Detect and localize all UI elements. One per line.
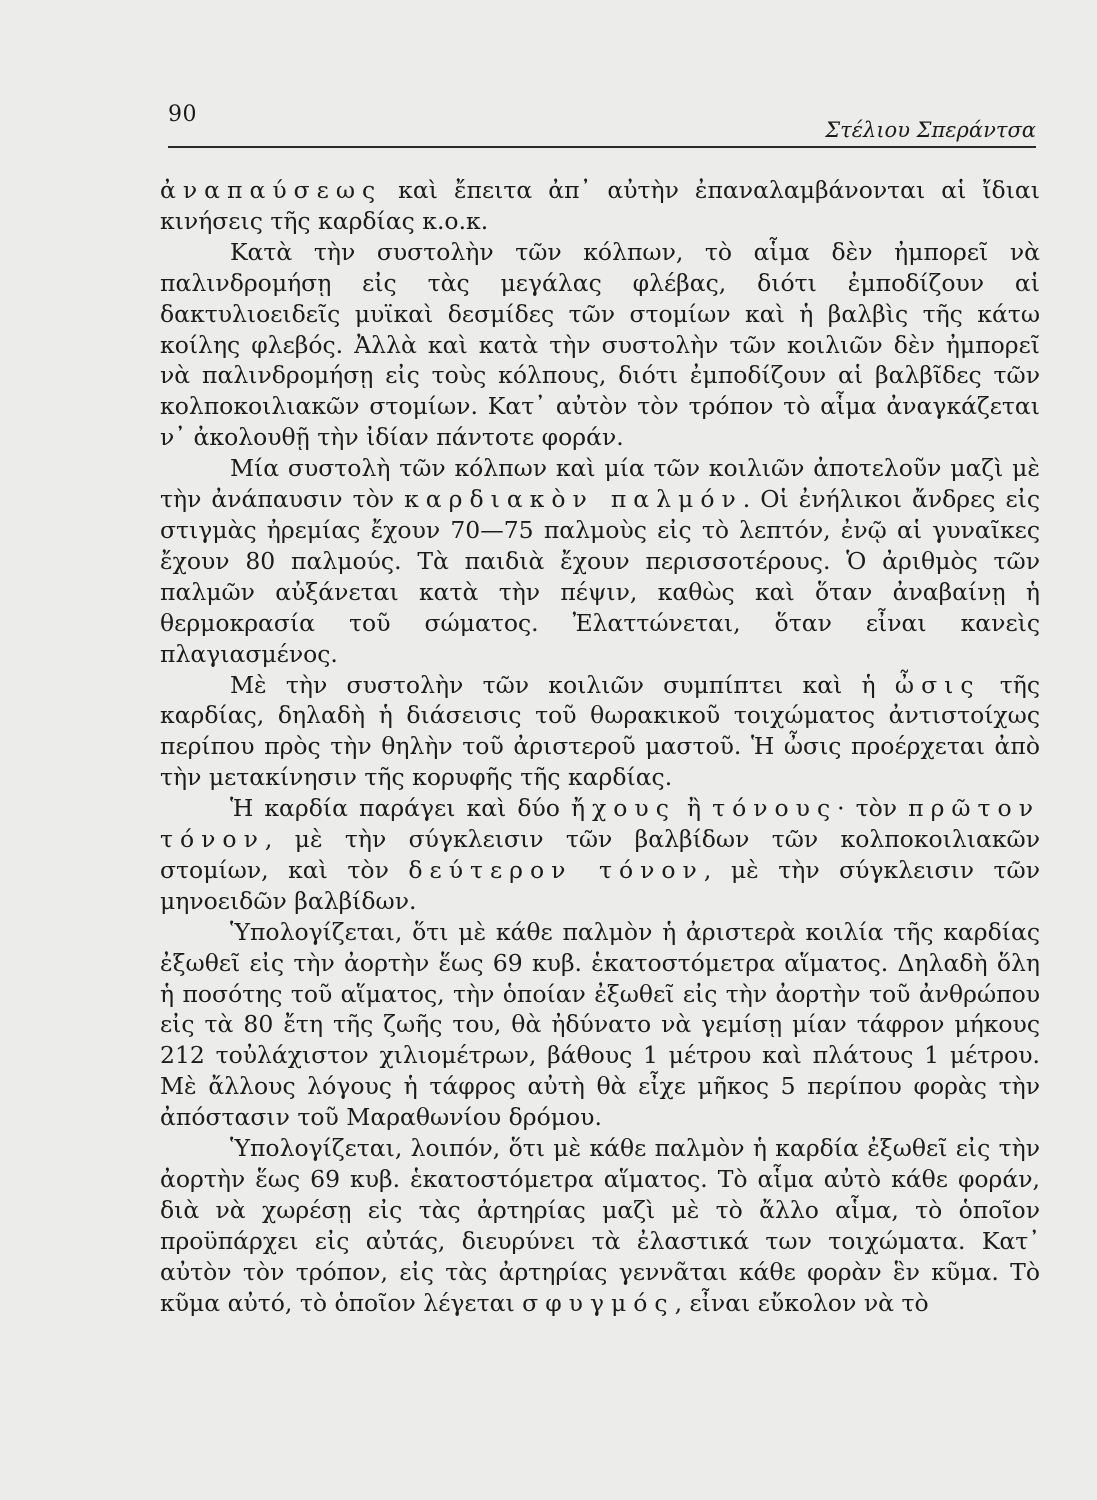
running-head: Στέλιου Σπεράντσα	[825, 118, 1036, 142]
spaced-term-tonous: τόνους	[712, 794, 838, 823]
paragraph-3	[160, 453, 1040, 669]
body-text	[160, 175, 1040, 1485]
paragraph-2	[160, 237, 1040, 453]
paragraph-text: , εἶναι εὔκολον νὰ τὸ	[674, 1288, 929, 1317]
paragraph-text: τῆς καρδίας, δηλαδὴ ἡ διάσεισις τοῦ θωρακικοῦ τοιχώματος ἀντιστοίχως περίπου πρὸς τὴν θηλὴν τοῦ ἀριστεροῦ μαστοῦ. Ἡ ὦσις προέρχεται ἀπὸ τὴν μετακίνησιν τῆς κορυφῆς τῆς καρδίας.	[160, 670, 1040, 792]
spaced-term-osis: ὦσις	[894, 670, 981, 699]
page-number: 90	[168, 102, 197, 127]
paragraph-text: Μὲ τὴν συστολὴν τῶν κοιλιῶν συμπίπτει καὶ ἡ	[230, 670, 895, 699]
paragraph-text: Ὑπολογίζεται, λοιπόν, ὅτι μὲ κάθε παλμὸν ἡ καρδία ἐξωθεῖ εἰς τὴν ἀορτὴν ἕως 69 κυβ. ἑκατοστόμετρα αἵματος. Τὸ αἷμα αὐτὸ κάθε φοράν, διὰ νὰ χωρέσῃ εἰς τὰς ἀρτηρίας μαζὶ μὲ τὸ ἄλλο αἷμα, τὸ ὁποῖον προϋπάρχει εἰς αὐτάς, διευρύνει τὰ ἐλαστικά των τοιχώματα. Κατ᾽ αὐτὸν τὸν τρόπον, εἰς τὰς ἀρτηρίας γεννᾶται κάθε φορὰν ἓν κῦμα. Τὸ κῦμα αὐτό, τὸ ὁποῖον λέγεται	[160, 1134, 1040, 1317]
spaced-term-palmos: καρδιακὸν παλμόν	[404, 485, 743, 514]
page-header	[168, 96, 1036, 146]
paragraph-text: Μία συστολὴ τῶν κόλπων καὶ μία τῶν κοιλιῶν ἀποτελοῦν μαζὶ μὲ τὴν ἀνάπαυσιν τὸν	[160, 454, 1040, 514]
paragraph-text: ἢ	[675, 794, 713, 823]
paragraph-1	[160, 175, 1040, 237]
paragraph-text: · τὸν	[837, 794, 909, 823]
paragraph-4	[160, 670, 1040, 794]
header-rule	[168, 146, 1036, 148]
paragraph-7	[160, 1133, 1040, 1318]
paragraph-5	[160, 793, 1040, 917]
paragraph-text: Κατὰ τὴν συστολὴν τῶν κόλπων, τὸ αἷμα δὲν ἠμπορεῖ νὰ παλινδρομήσῃ εἰς τὰς μεγάλας φλέβας, διότι ἐμποδίζουν αἱ δακτυλιοειδεῖς μυϊκαὶ δεσμίδες τῶν στομίων καὶ ἡ βαλβὶς τῆς κάτω κοίλης φλεβός. Ἀλλὰ καὶ κατὰ τὴν συστολὴν τῶν κοιλιῶν δὲν ἠμπορεῖ νὰ παλινδρομήσῃ εἰς τοὺς κόλπους, διότι ἐμποδίζουν αἱ βαλβῖδες τῶν κολποκοιλιακῶν στομίων. Κατ᾽ αὐτὸν τὸν τρόπον τὸ αἷμα ἀναγκάζεται ν᾽ ἀκολουθῇ τὴν ἰδίαν πάντοτε φοράν.	[160, 237, 1040, 452]
paragraph-text: Ὑπολογίζεται, ὅτι μὲ κάθε παλμὸν ἡ ἀριστερὰ κοιλία τῆς καρδίας ἐξωθεῖ εἰς τὴν ἀορτὴν ἕως 69 κυβ. ἑκατοστόμετρα αἵματος. Δηλαδὴ ὅλη ἡ ποσότης τοῦ αἵματος, τὴν ὁποίαν ἐξωθεῖ εἰς τὴν ἀορτὴν τοῦ ἀνθρώπου εἰς τὰ 80 ἔτη τῆς ζωῆς του, θὰ ἠδύνατο νὰ γεμίσῃ μίαν τάφρον μήκους 212 τοὐλάχιστον χιλιομέτρων, βάθους 1 μέτρου καὶ πλάτους 1 μέτρου. Μὲ ἄλλους λόγους ἡ τάφρος αὐτὴ θὰ εἶχε μῆκος 5 περίπου φορὰς τὴν ἀπόστασιν τοῦ Μαραθωνίου δρόμου.	[160, 917, 1040, 1132]
paragraph-text: , μὲ τὴν σύγκλεισιν τῶν μηνοειδῶν βαλβίδων.	[160, 855, 1040, 915]
paragraph-6	[160, 917, 1040, 1133]
spaced-term-ichous: ἤχους	[570, 794, 676, 823]
paragraph-text: Ἡ καρδία παράγει καὶ δύο	[230, 794, 571, 823]
spaced-term-sfygmos: σφυγμός	[522, 1288, 675, 1317]
spaced-term-defteron-tonon: δεύτερον τόνον	[408, 855, 704, 884]
paragraph-text: . Οἱ ἐνήλικοι ἄνδρες εἰς στιγμὰς ἠρεμίας ἔχουν 70—75 παλμοὺς εἰς τὸ λεπτόν, ἐνῷ αἱ γυναῖκες ἔχουν 80 παλμούς. Τὰ παιδιὰ ἔχουν περισσοτέρους. Ὁ ἀριθμὸς τῶν παλμῶν αὐξάνεται κατὰ τὴν πέψιν, καθὼς καὶ ὅταν ἀναβαίνῃ ἡ θερμοκρασία τοῦ σώματος. Ἐλαττώνεται, ὅταν εἶναι κανεὶς πλαγιασμένος.	[160, 485, 1040, 668]
paragraph-text: καὶ ἔπειτα ἀπ᾽ αὐτὴν ἐπαναλαμβάνονται αἱ ἴδιαι κινήσεις τῆς καρδίας κ.ο.κ.	[160, 176, 1040, 235]
paragraph-text: , μὲ τὴν σύγκλεισιν τῶν βαλβίδων τῶν κολποκοιλιακῶν στομίων, καὶ τὸν	[160, 825, 1040, 884]
spaced-term-anapausis: ἀναπαύσεως	[160, 176, 383, 204]
spaced-term-proton-tonon: πρῶτον τόνον	[160, 794, 1040, 854]
